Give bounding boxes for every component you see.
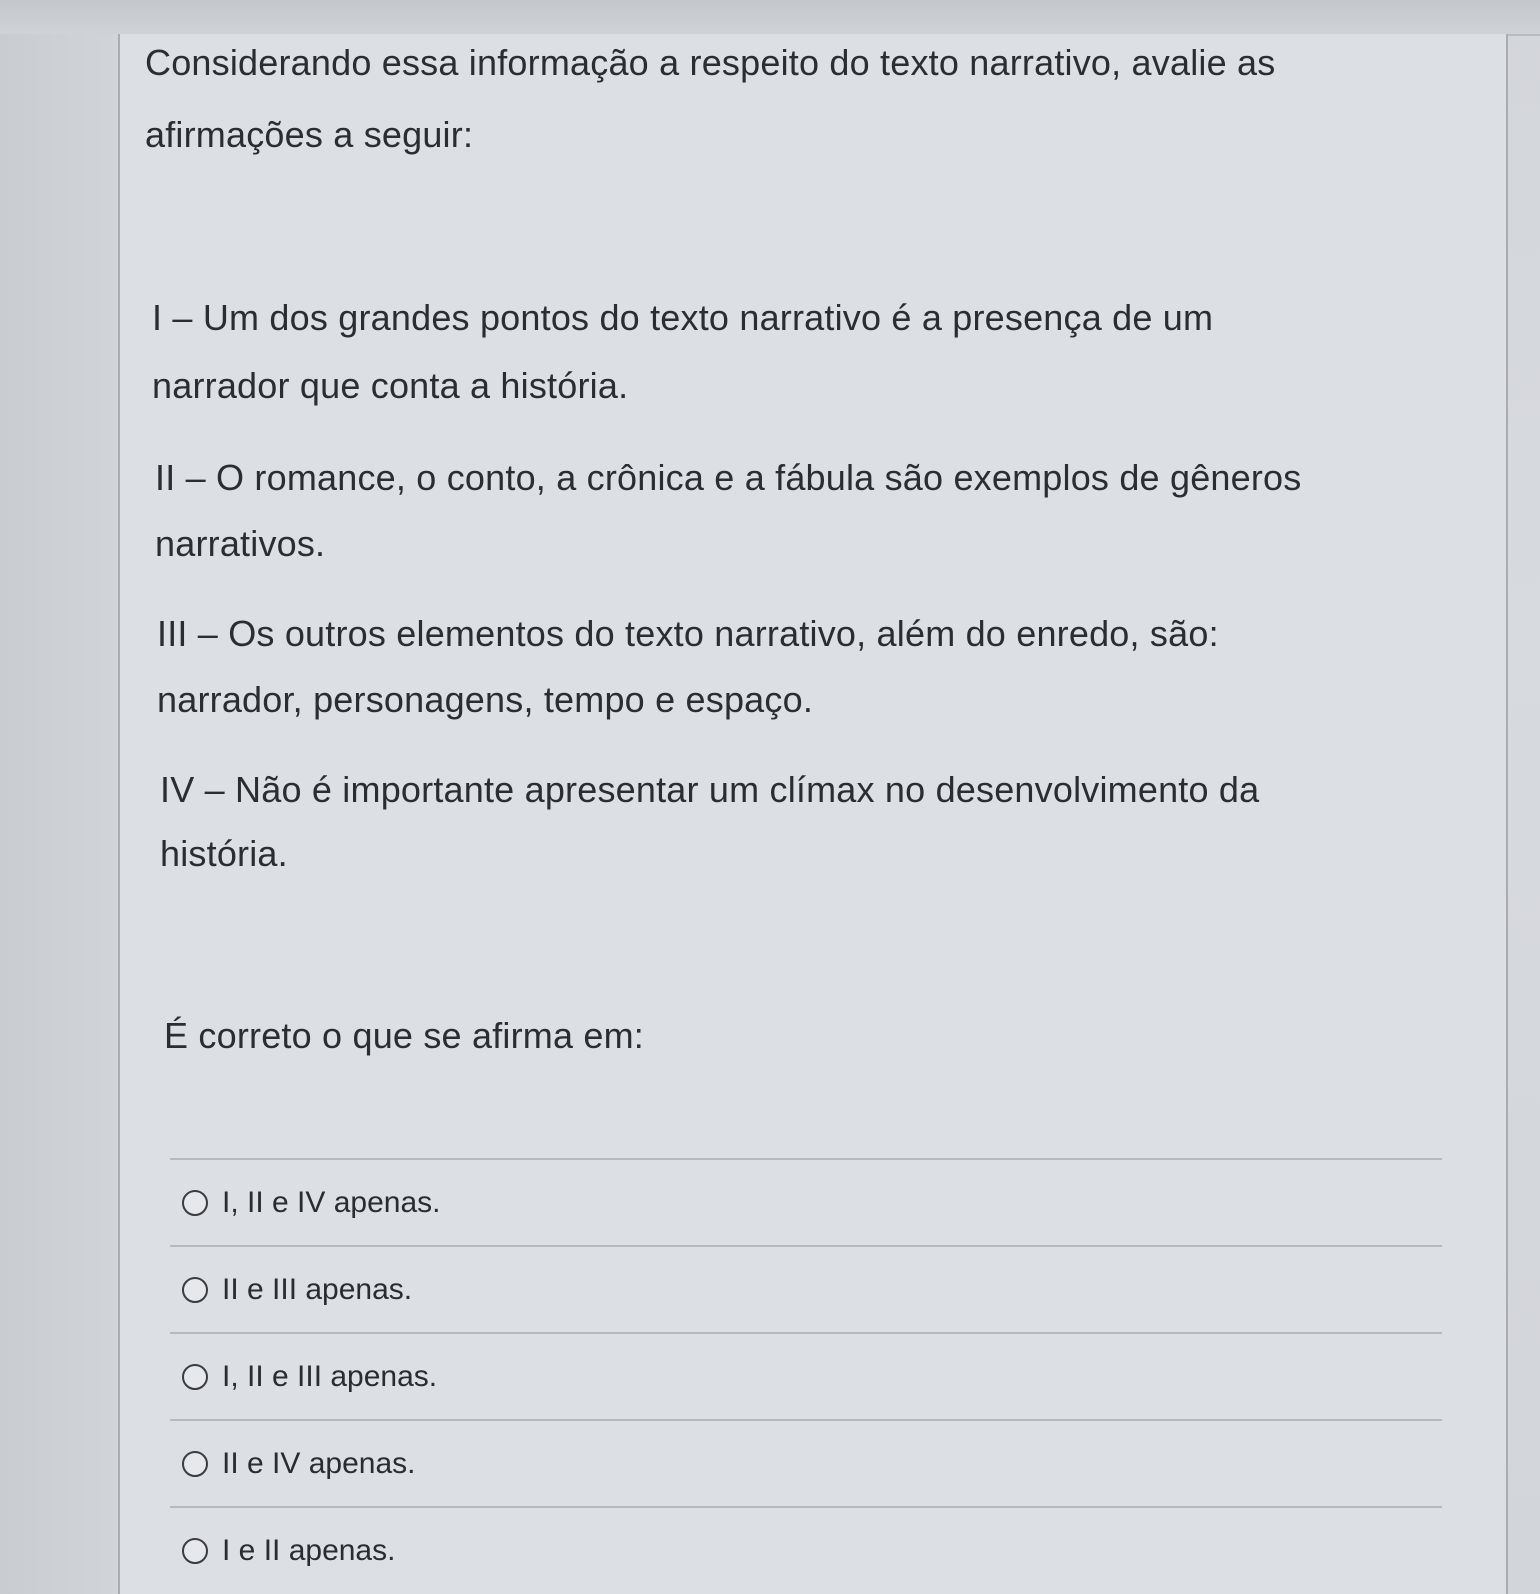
option-label: I e II apenas. bbox=[222, 1533, 396, 1567]
top-edge bbox=[0, 0, 1540, 36]
option-label: I, II e III apenas. bbox=[222, 1359, 438, 1393]
option-label: II e IV apenas. bbox=[222, 1446, 416, 1480]
left-gutter bbox=[0, 34, 118, 1594]
option-label: II e III apenas. bbox=[222, 1272, 413, 1306]
statement-1-line1: I – Um dos grandes pontos do texto narrativo é a presença de um bbox=[152, 297, 1214, 338]
statement-4-line1: IV – Não é importante apresentar um clímax no desenvolvimento da bbox=[160, 769, 1260, 810]
question-intro-line1: Considerando essa informação a respeito do texto narrativo, avalie as bbox=[145, 42, 1276, 83]
option-d[interactable] bbox=[170, 1421, 1442, 1506]
radio-button-icon[interactable] bbox=[182, 1538, 208, 1564]
statement-2-line1: II – O romance, o conto, a crônica e a fábula são exemplos de gêneros bbox=[155, 457, 1302, 498]
question-intro-line2: afirmações a seguir: bbox=[145, 114, 474, 155]
statement-4-line2: história. bbox=[160, 833, 288, 874]
option-label: I, II e IV apenas. bbox=[222, 1185, 441, 1219]
radio-button-icon[interactable] bbox=[182, 1190, 208, 1216]
option-c[interactable] bbox=[170, 1334, 1442, 1419]
radio-button-icon[interactable] bbox=[182, 1277, 208, 1303]
option-b[interactable] bbox=[170, 1247, 1442, 1332]
answer-options bbox=[170, 1158, 1442, 1593]
statement-2-line2: narrativos. bbox=[155, 523, 326, 564]
radio-button-icon[interactable] bbox=[182, 1364, 208, 1390]
question-prompt: É correto o que se afirma em: bbox=[164, 1015, 645, 1056]
statement-1-line2: narrador que conta a história. bbox=[152, 365, 629, 406]
option-e[interactable] bbox=[170, 1508, 1442, 1593]
statement-3-line1: III – Os outros elementos do texto narrativo, além do enredo, são: bbox=[157, 613, 1219, 654]
radio-button-icon[interactable] bbox=[182, 1451, 208, 1477]
statement-3-line2: narrador, personagens, tempo e espaço. bbox=[157, 679, 814, 720]
option-a[interactable] bbox=[170, 1160, 1442, 1245]
